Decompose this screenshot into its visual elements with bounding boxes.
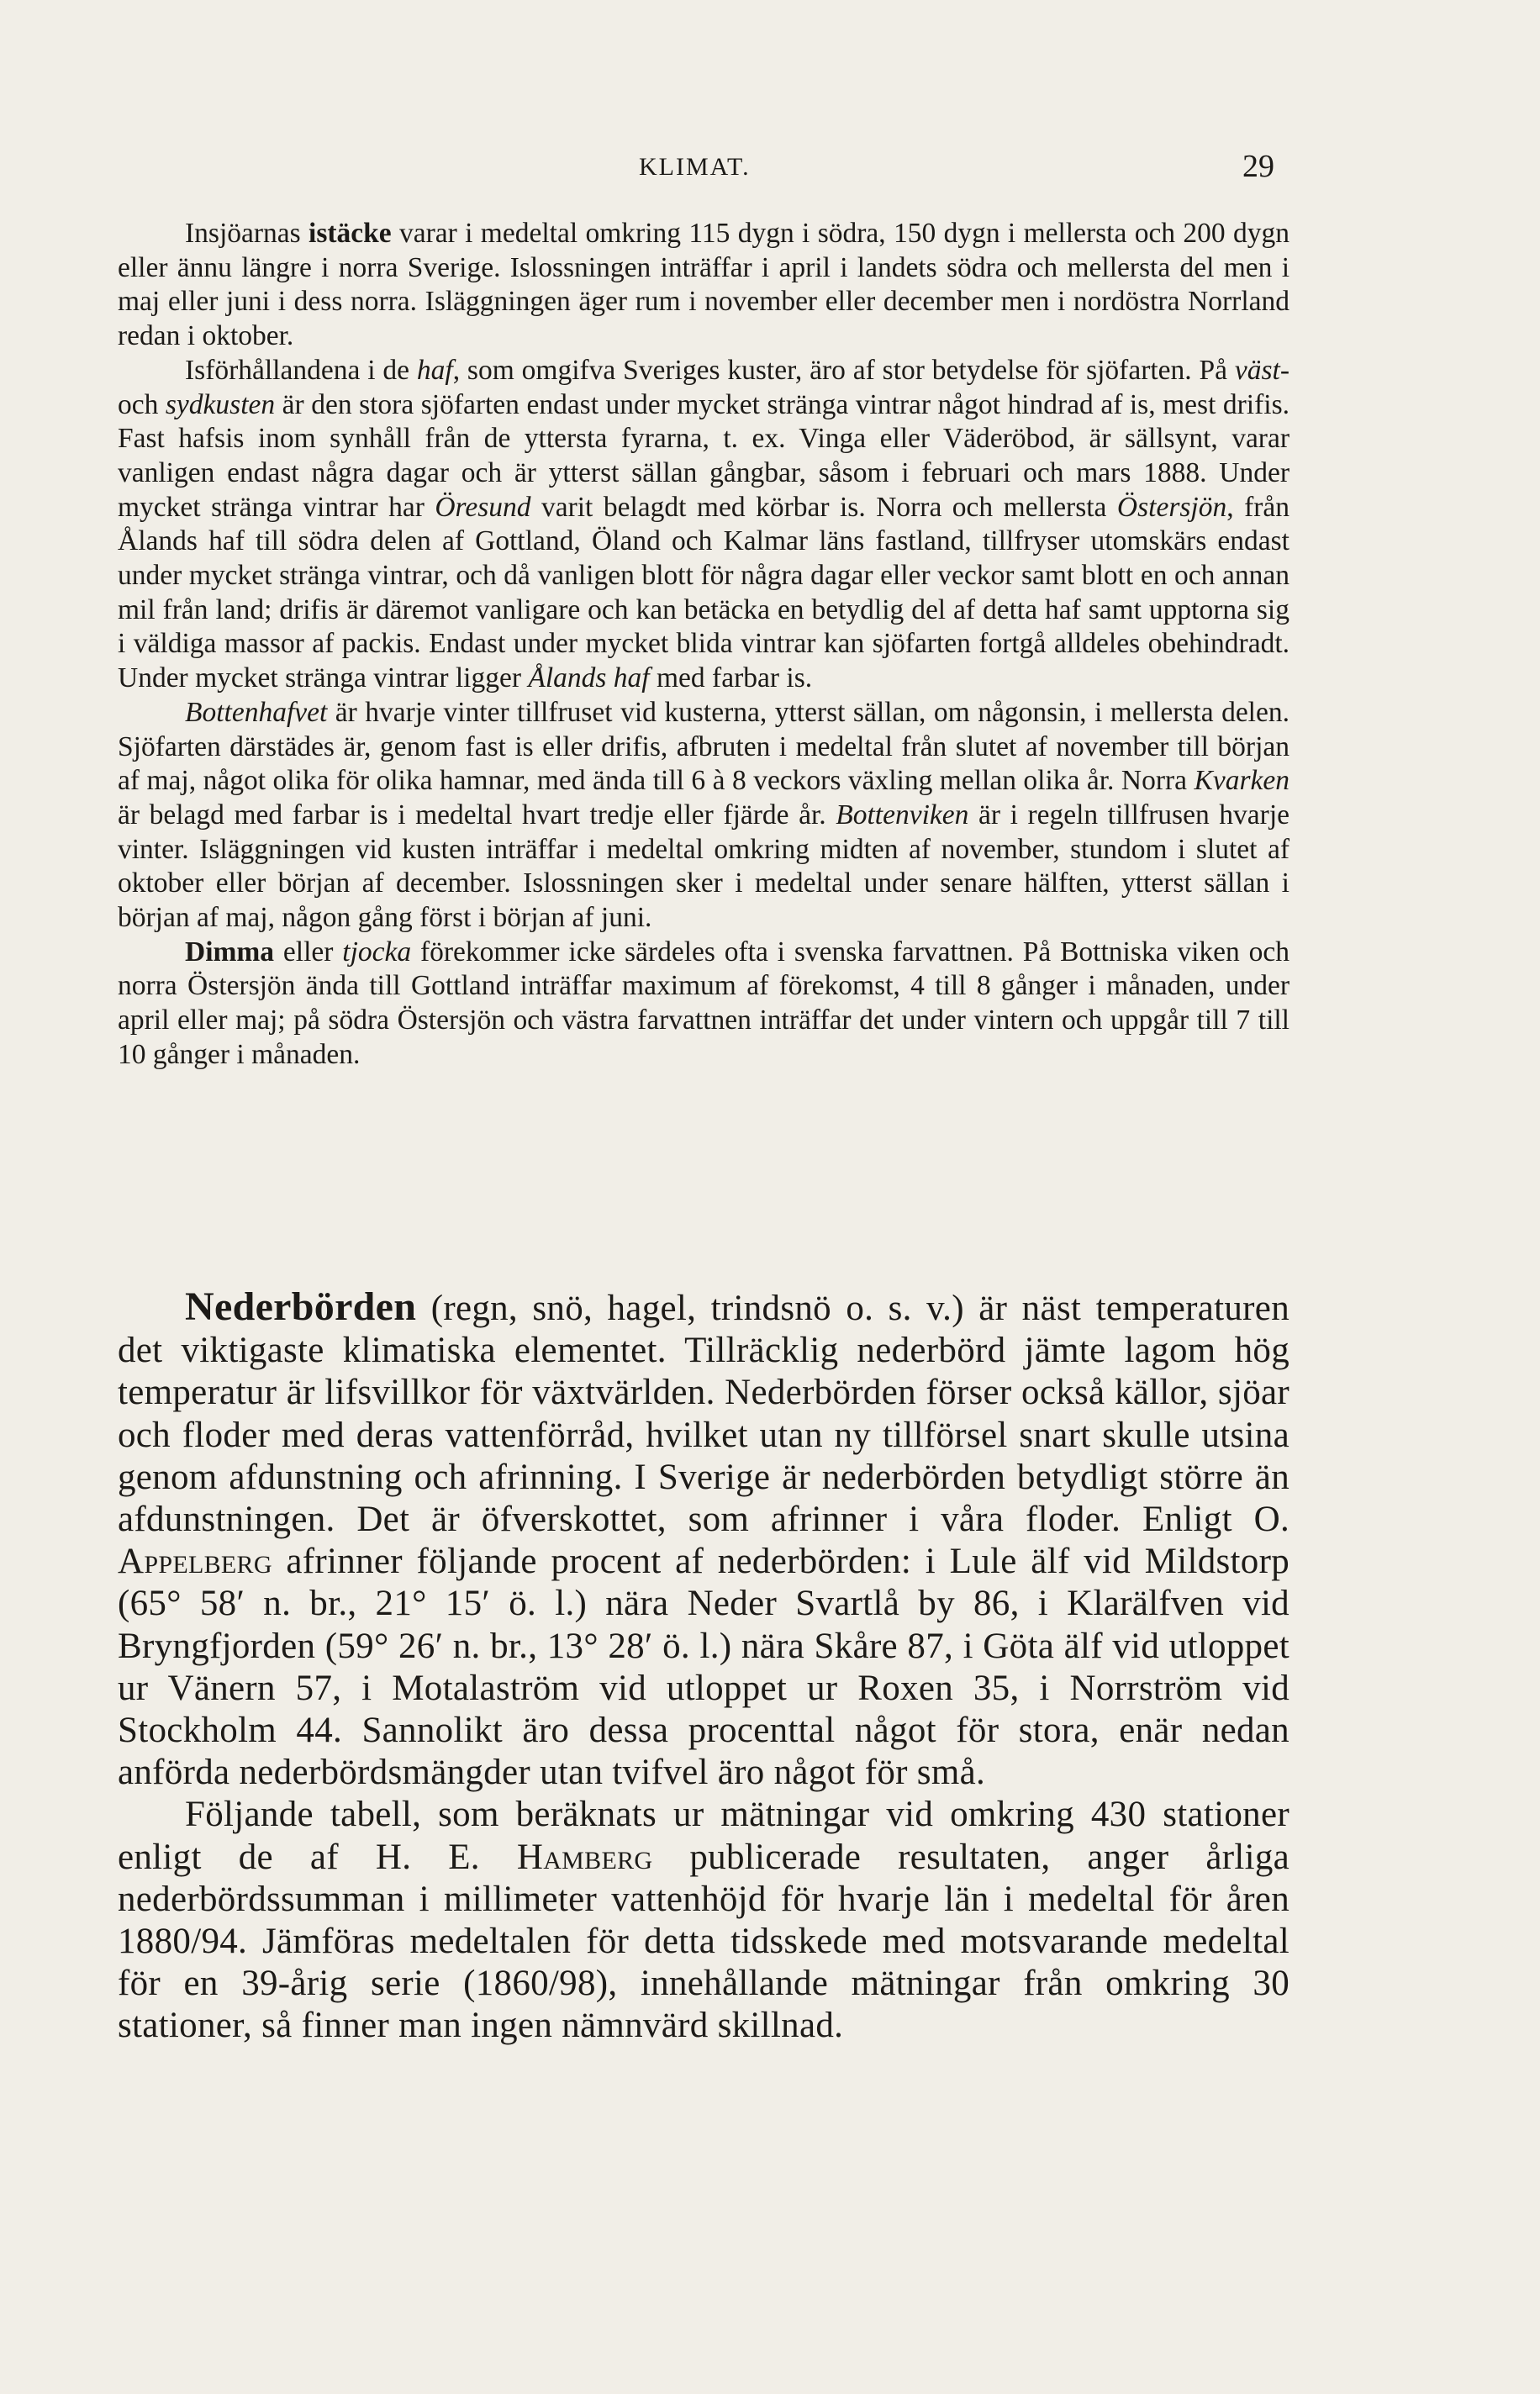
italic-term: Kvarken: [1194, 765, 1289, 797]
italic-term: sydkusten: [165, 388, 276, 420]
text-run: är i regeln tillfrusen hvarje vinter. Isläggningen vid kusten inträffar i medeltal omkring midten af november, stundom i slutet af oktober eller början af december. Islossningen sker i medeltal under senare hälften, ytterst sällan i början af maj, någon gång först i början af juni.: [118, 799, 1289, 934]
text-run: är hvarje vinter tillfruset vid kusterna, ytterst sällan, om någonsin, i mellersta delen. Sjöfarten därstädes är, genom fast is eller drifis, afbruten i medeltal från slutet af november till början af maj, något olika för olika hamnar, med ända till 6 à 8 veckors växling mellan olika år. Norra: [118, 696, 1289, 797]
text-run: och: [118, 388, 166, 420]
italic-term: Bottenhafvet: [185, 696, 328, 728]
text-run: , som omgifva Sveriges kuster, äro af stor betydelse för sjöfarten. På: [452, 354, 1235, 386]
paragraph: [118, 354, 1289, 696]
bold-term: istäcke: [309, 218, 392, 249]
section-lead-term: Nederbörden: [185, 1284, 417, 1329]
author-name: Appelberg: [118, 1542, 272, 1582]
text-run: är belagd med farbar is i medeltal hvart tredje eller fjärde år.: [118, 799, 836, 831]
page-header: [0, 143, 1540, 193]
text-run: Insjöarnas: [185, 218, 309, 249]
author-name: Hamberg: [516, 1837, 653, 1877]
text-run: eller: [274, 936, 343, 968]
text-run: afrinner följande procent af nederbörden: i Lule älf vid Mildstorp (65° 58′ n. br., 21° 15′ ö. l.) nära Neder Svartlå by 86, i Klarälfven vid Bryngfjorden (59° 26′ n. br., 13° 28′ ö. l.) nära Skåre 87, i Göta älf vid utloppet ur Vänern 57, i Motalaström vid utloppet ur Roxen 35, i Norrström vid Stockholm 44. Sannolikt äro dessa procenttal något för stora, enär nedan anförda nederbördsmängder utan tvifvel äro något för små.: [118, 1542, 1289, 1793]
italic-term: tjocka: [342, 936, 412, 968]
paragraph: [118, 1286, 1289, 1794]
text-run: publicerade resultaten, anger årliga nederbördssumman i millimeter vattenhöjd för hvarje län i medeltal för åren 1880/94. Jämföras medeltalen för detta tidsskede med motsvarande medeltal för en 39-årig serie (1860/98), innehållande mätningar från omkring 30 stationer, så finner man ingen nämnvärd skillnad.: [118, 1837, 1290, 2046]
text-run: med farbar is.: [649, 662, 813, 694]
page-number: 29: [1242, 149, 1274, 184]
text-run: är den stora sjöfarten endast under mycket stränga vintrar något hindrad af is, mest drifis. Fast hafsis inom synhåll från de yttersta fyrarna, t. ex. Vinga eller Väderöbod, är sällsynt, varar vanligen endast några dagar och är ytterst sällan gångbar, såsom i februari och mars 1888. Under mycket stränga vintrar har: [118, 388, 1289, 523]
paragraph: [118, 217, 1289, 354]
text-run: varit belagdt med körbar is. Norra och mellersta: [530, 491, 1117, 523]
italic-term: Bottenviken: [836, 799, 969, 831]
italic-term: haf: [416, 354, 453, 386]
text-run: (regn, snö, hagel, trindsnö o. s. v.) är näst temperaturen det viktigaste klimatiska elementet. Tillräcklig nederbörd jämte lagom hög temperatur är lifsvillkor för växtvärlden. Nederbörden förser också källor, sjöar och floder med deras vattenförråd, hvilket utan ny tillförsel snart skulle utsina genom afdunstning och afrinning. I Sverige är nederbörden betydligt större än afdunstningen. Det är öfverskottet, som afrinner i våra floder. Enligt O.: [118, 1289, 1289, 1540]
italic-term: Öresund: [435, 491, 531, 523]
bold-term: Dimma: [185, 936, 275, 968]
small-print-section: [118, 217, 1289, 1073]
paragraph: [118, 936, 1289, 1073]
text-run: Isförhållandena i de: [185, 354, 417, 386]
paragraph: [118, 696, 1289, 936]
text-run: , från Ålands haf till södra delen af Gottland, Öland och Kalmar läns fastland, tillfryser utomskärs endast under mycket stränga vintrar, och då vanligen blott för några dagar eller veckor samt blott en och annan mil från land; drifis är däremot vanligare och kan betäcka en betydlig del af detta haf samt upptorna sig i väldiga massor af packis. Endast under mycket blida vintrar kan sjöfarten fortgå alldeles obehindradt. Under mycket stränga vintrar ligger: [118, 491, 1290, 694]
text-run: Följande tabell, som beräknats ur mätningar vid omkring 430 stationer enligt de af H. E.: [118, 1795, 1289, 1877]
text-run: förekommer icke särdeles ofta i svenska farvattnen. På Bottniska viken och norra Östersjön ända till Gottland inträffar maximum af förekomst, 4 till 8 gånger i månaden, under april eller maj; på södra Östersjön och västra farvattnen inträffar det under vintern och uppgår till 7 till 10 gånger i månaden.: [118, 936, 1289, 1070]
italic-term: Östersjön: [1116, 491, 1227, 523]
text-run: varar i medeltal omkring 115 dygn i södra, 150 dygn i mellersta och 200 dygn eller ännu längre i norra Sverige. Islossningen inträffar i april i landets södra och mellersta del men i maj eller juni i dess norra. Isläggningen äger rum i november eller december men i nordöstra Norrland redan i oktober.: [118, 218, 1289, 352]
main-text-section: [118, 1286, 1289, 2048]
paragraph: [118, 1794, 1289, 2047]
italic-term: väst-: [1234, 354, 1290, 386]
italic-term: Ålands haf: [528, 662, 650, 694]
running-head: KLIMAT.: [639, 153, 751, 181]
